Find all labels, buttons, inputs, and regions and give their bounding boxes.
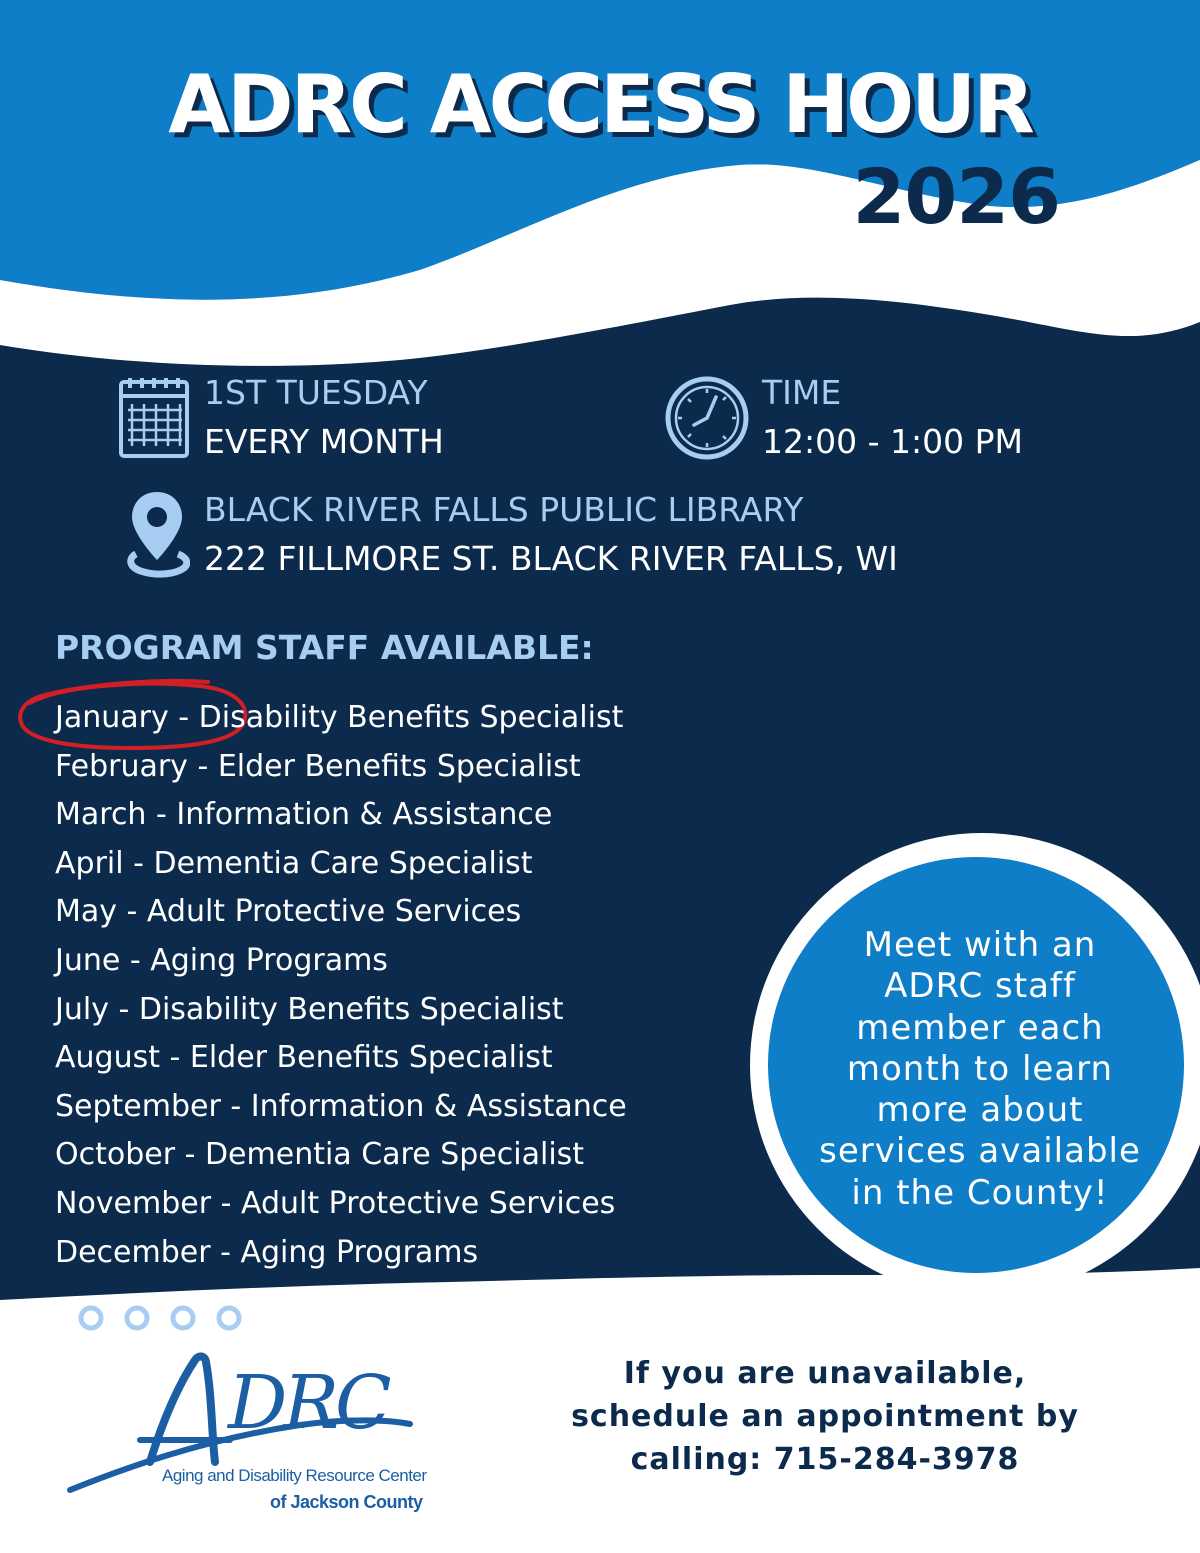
list-item: November - Adult Protective Services: [55, 1185, 616, 1221]
list-item: December - Aging Programs: [55, 1234, 479, 1270]
time-value: 12:00 - 1:00 PM: [762, 422, 1023, 461]
bubble-line: member each: [856, 1007, 1104, 1048]
cta-line: schedule an appointment by: [571, 1399, 1079, 1434]
list-item: January - Disability Benefits Specialist: [55, 700, 624, 735]
staff-schedule-list: [55, 698, 627, 1281]
list-item: February - Elder Benefits Specialist: [55, 748, 581, 784]
cta-line: If you are unavailable,: [623, 1356, 1027, 1391]
bubble-line: month to learn: [846, 1048, 1114, 1089]
clock-icon: [664, 375, 750, 461]
bubble-message: [780, 925, 1180, 1214]
appointment-callout: [520, 1352, 1130, 1481]
list-item: June - Aging Programs: [55, 942, 388, 978]
page-title: ADRC ACCESS HOUR: [168, 58, 1032, 151]
list-item: August - Elder Benefits Specialist: [55, 1040, 553, 1076]
list-item: April - Dementia Care Specialist: [55, 845, 533, 881]
bubble-line: ADRC staff: [884, 966, 1076, 1007]
staff-heading: PROGRAM STAFF AVAILABLE:: [55, 628, 594, 667]
location-pin-icon: [124, 488, 190, 580]
schedule-frequency: EVERY MONTH: [204, 422, 444, 461]
list-item: July - Disability Benefits Specialist: [55, 991, 564, 1027]
bubble-line: services available: [819, 1131, 1141, 1172]
list-item: March - Information & Assistance: [55, 797, 553, 833]
bubble-line: more about: [876, 1090, 1084, 1131]
time-label: TIME: [762, 373, 842, 412]
list-item: October - Dementia Care Specialist: [55, 1137, 585, 1173]
logo-subtitle: Aging and Disability Resource Center: [162, 1466, 427, 1485]
logo-county: of Jackson County: [270, 1492, 423, 1512]
bubble-line: Meet with an: [863, 925, 1097, 965]
cta-line: calling: 715-284-3978: [630, 1442, 1020, 1477]
location-name: BLACK RIVER FALLS PUBLIC LIBRARY: [204, 490, 804, 529]
list-item: September - Information & Assistance: [55, 1088, 627, 1124]
schedule-day: 1ST TUESDAY: [204, 373, 428, 412]
event-year: 2026: [852, 152, 1060, 241]
bubble-line: in the County!: [851, 1172, 1109, 1213]
svg-text:DRC: DRC: [228, 1360, 388, 1446]
list-item: May - Adult Protective Services: [55, 894, 522, 930]
calendar-icon: [118, 376, 192, 460]
location-address: 222 FILLMORE ST. BLACK RIVER FALLS, WI: [204, 539, 898, 578]
